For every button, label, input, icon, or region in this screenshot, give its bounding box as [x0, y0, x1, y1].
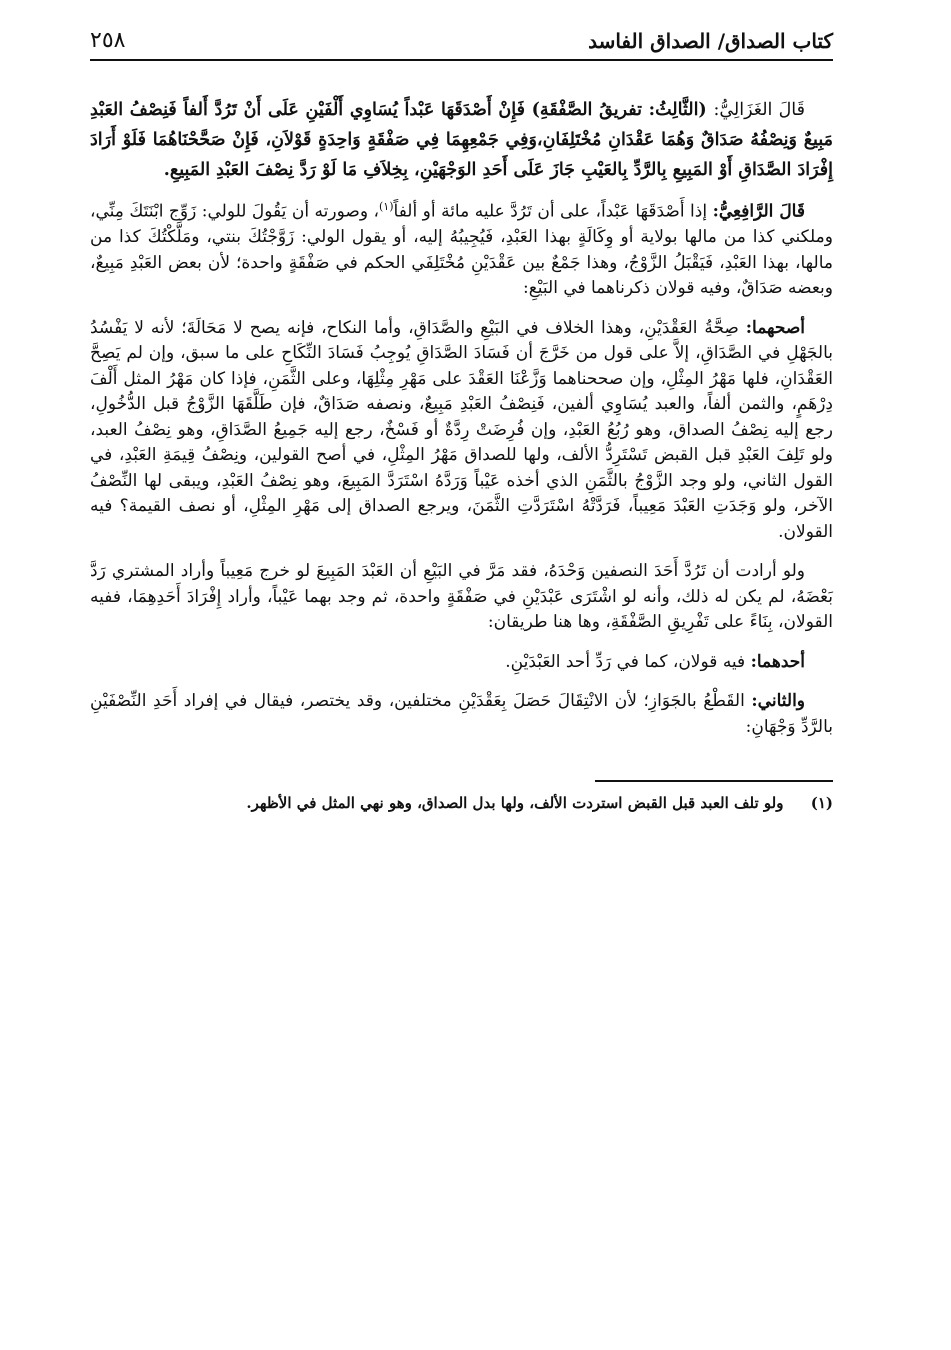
running-title: كتاب الصداق/ الصداق الفاسد: [588, 29, 833, 53]
first-method-paragraph: [90, 650, 833, 676]
page-body: [90, 95, 833, 740]
first-view-paragraph: [90, 316, 833, 546]
footnote-text: ولو تلف العبد قبل القبض استردت الألف، ولها بدل الصداق، وهو نهي المثل في الأظهر.: [246, 794, 784, 813]
rafii-paragraph: [90, 199, 833, 302]
speaker-rafii: قَالَ الرَّافِعِيُّ:: [712, 201, 805, 222]
second-method-text: القَطْعُ بالجَوَازِ؛ لأن الانْتِقَالَ حَصَلَ بِعَقْدَيْنِ مختلفين، وقد يختصر، فيقال في إفراد أَحَدِ النِّصْفَيْنِ بالرَّدِّ وَجْهَانِ:: [90, 691, 833, 737]
rafii-text-start: إذا أَصْدَقَهَا عَبْداً، على أن تَرُدَّ عليه مائة أو ألفاً: [393, 201, 708, 222]
footnote-divider: [595, 780, 833, 782]
label-ashahhuhuma: أصحهما:: [745, 317, 806, 338]
second-method-paragraph: [90, 689, 833, 740]
return-half-paragraph: [90, 559, 833, 636]
ghazali-quote: (الثَّالِثُ: تفريقُ الصَّفْقَةِ) فَإِنْ أَصْدَقَهَا عَبْداً يُسَاوِي أَلْفَيْنِ عَلَى أَنْ تَرُدَّ أَلفاً فَنِصْفُ العَبْدِ مَبِيعٌ وَنِصْفُهُ صَدَاقٌ وَهُمَا عَقْدَانِ مُخْتَلِفَانِ،وَفِي جَمْعِهِمَا فِي صَفْقَةٍ وَاحِدَةٍ قَوْلاَنِ، فَإِنْ صَحَّحْنَاهُمَا فَلَوْ أَرَادَ إِفْرَادَ الصَّدَاقِ أَوْ المَبِيعِ بِالرَّدِّ بِالعَيْبِ جَازَ عَلَى أَحَدِ الوَجْهَيْنِ، بِخِلاَفِ مَا لَوْ رَدَّ نِصْفَ العَبْدِ المَبِيعِ.: [90, 100, 833, 181]
page-header: [90, 28, 833, 61]
footnote: [90, 792, 833, 815]
first-method-text: فيه قولان، كما في رَدِّ أحد العَبْدَيْنِ.: [505, 651, 746, 672]
ghazali-text: [90, 95, 833, 185]
footnote-number: (١): [810, 794, 833, 813]
label-ahaduhuma: أحدهما:: [750, 651, 805, 672]
rafii-text-rest: ، وصورته أن يَقُولَ للولي: زَوِّج ابْنَتَكَ مِنِّي، وملكني كذا من مالها بولاية أو وِكَالَةٍ بهذا العَبْدِ، فَيُجِيبُهُ إليه، أو يقول الولي: زَوَّجْتُكَ بنتي، ومَلَّكْتُكَ كذا من مالها، بهذا العَبْدِ، فَيَقْبَلُ الزَّوْجُ، وهذا جَمْعٌ بين عَقْدَيْنِ مُخْتَلِفَي الحكم في صَفْقَةٍ واحدة؛ لأن بعض العَبْدِ مَبِيعٌ، وبعضه صَدَاقٌ، وفيه قولان ذكرناهما في البَيْعِ:: [90, 201, 833, 299]
footnote-reference[interactable]: (١): [379, 200, 394, 214]
label-althani: والثاني:: [751, 691, 806, 712]
speaker-ghazali: قَالَ الغَزَالِيُّ:: [713, 100, 805, 120]
return-half-text: ولو أرادت أن تَرُدَّ أَحَدَ النصفين وَحْدَهُ، فقد مَرَّ في البَيْعِ أن العَبْدَ المَبِيعَ لو خرج مَعِيباً وأراد المشتري رَدَّ بَعْضَهُ، لم يكن له ذلك، وأنه لو اشْتَرَى عَبْدَيْنِ في صَفْقَةٍ واحدة، ثم وجد بهما عَيْباً، وأراد إِفْرَادَ أَحَدِهِمَا، ففيه القولان، بِنَاءً على تَفْرِيقِ الصَّفْقَةِ، وها هنا طريقان:: [90, 561, 833, 633]
first-view-text: صِحَّةُ العَقْدَيْنِ، وهذا الخلاف في البَيْعِ والصَّدَاقِ، وأما النكاح، فإنه يصح لا مَحَالَةَ؛ لأنه لا يَفْسُدُ بالجَهْلِ في الصَّدَاقِ، إلاَّ على قول من خَرَّجَ أن فَسَادَ الصَّدَاقِ يُوجِبُ فَسَادَ النِّكَاحِ على ما سبق، وإن لم يَصِحَّ العَقْدَانِ، فلها مَهْرُ المِثْلِ، وإن صححناهما وَزَّعْنَا العَقْدَ على مَهْرِ مِثْلِهَا، وعلى الثَّمَنِ، فإذا كان مَهْرُ المثل أَلْفَ دِرْهَمٍ، والثمن ألفاً، والعبد يُسَاوِي ألفين، فَنِصْفُ العَبْدِ مَبِيعٌ، ونصفه صَدَاقٌ، فإن طَلَّقَهَا الزَّوْجُ قبل الدُّخُولِ، رجع إليه نِصْفُ الصداق، وهو رُبُعُ العَبْدِ، وإن فُرِضَتْ رِدَّةٌ أو فَسْخٌ، رجع إليه جَمِيعُ الصَّدَاقِ، وهو نِصْفُ العبد، ولو تَلِفَ العَبْدِ قبل القبض تَسْتَرِدُّ الألف، ولها للصداق مَهْرُ المِثْلِ، في أصح القولين، ونِصْفُ قِيمَةِ العَبْدِ، في القول الثاني، ولو وجد الزَّوْجُ بالثَّمَنِ الذي أخذه عَيْباً وَرَدَّهُ اسْتَرَدَّ المَبِيعَ، وهو نِصْفُ العَبْدِ، ويبقى لها النِّصْفُ الآخر، ولو وَجَدَتِ العَبْدَ مَعِيباً، فَرَدَّتْهُ اسْتَرَدَّتِ الثَّمَنَ، ويرجع الصداق إلى مَهْرِ المِثْلِ، أو نصف القيمة؟ فيه القولان.: [90, 317, 833, 542]
page-number: ٢٥٨: [90, 28, 126, 53]
